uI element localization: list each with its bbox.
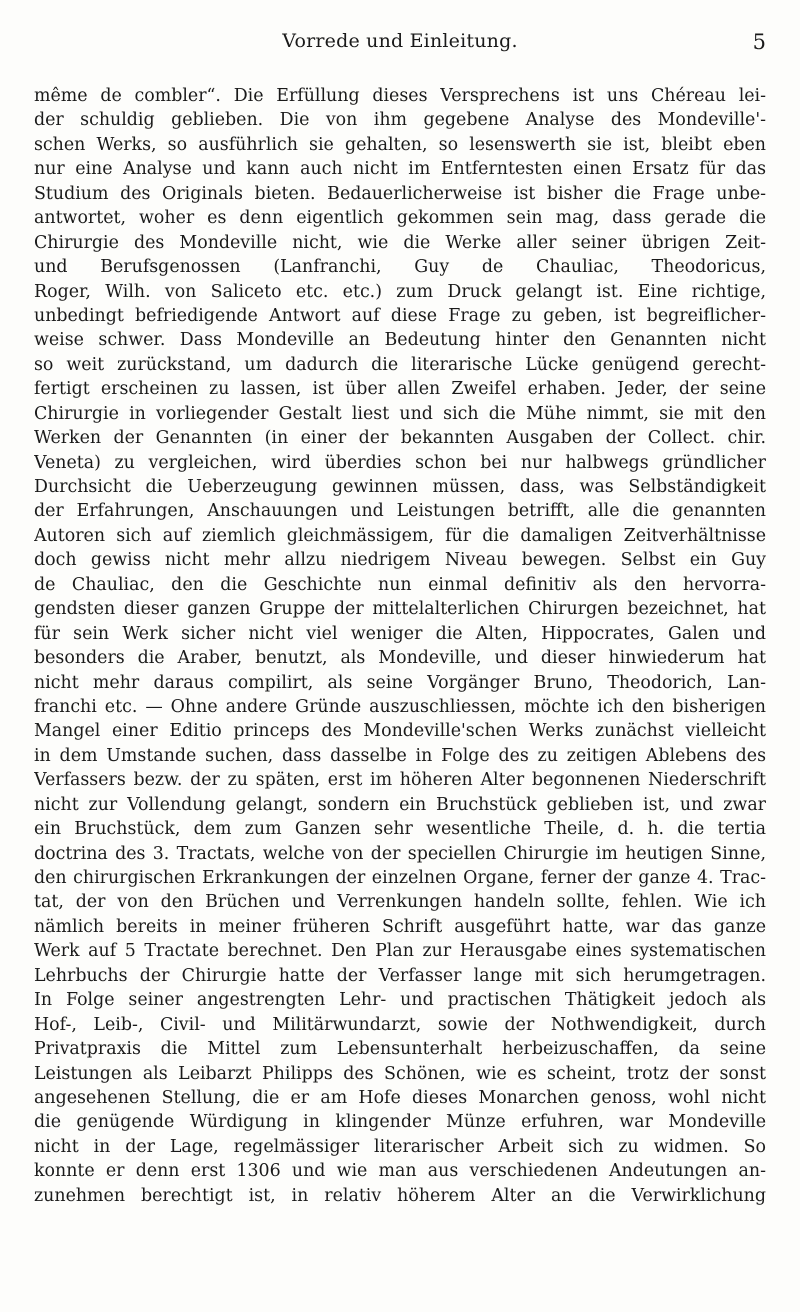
text-line: Privatpraxis die Mittel zum Lebensunterhalt herbeizuschaffen, da seine — [34, 1039, 766, 1060]
text-line: gendsten dieser ganzen Gruppe der mittelalterlichen Chirurgen bezeichnet, hat — [34, 599, 766, 620]
text-line: Durchsicht die Ueberzeugung gewinnen müssen, dass, was Selbständigkeit — [34, 477, 766, 497]
text-line: konnte er denn erst 1306 und wie man aus verschiedenen Andeutungen an- — [34, 1161, 766, 1182]
text-line: ein Bruchstück, dem zum Ganzen sehr wesentliche Theile, d. h. die tertia — [34, 819, 766, 840]
text-line: nicht mehr daraus compilirt, als seine Vorgänger Bruno, Theodorich, Lan- — [34, 672, 766, 693]
text-line: für sein Werk sicher nicht viel weniger die Alten, Hippocrates, Galen und — [34, 623, 766, 644]
text-line: doctrina des 3. Tractats, welche von der speciellen Chirurgie im heutigen Sinne, — [34, 843, 766, 864]
text-line: nämlich bereits in meiner früheren Schrift ausgeführt hatte, war das ganze — [34, 916, 766, 937]
text-line: Veneta) zu vergleichen, wird überdies schon bei nur halbwegs gründlicher — [34, 452, 766, 473]
text-line: zunehmen berechtigt ist, in relativ höherem Alter an die Verwirklichung — [34, 1185, 766, 1206]
text-line: Verfassers bezw. der zu späten, erst im höheren Alter begonnenen Niederschrift — [34, 770, 766, 791]
text-line: besonders die Araber, benutzt, als Mondeville, und dieser hinwiederum hat — [34, 648, 766, 669]
text-line: Chirurgie des Mondeville nicht, wie die Werke aller seiner übrigen Zeit- — [34, 232, 766, 253]
text-line: Studium des Originals bieten. Bedauerlicherweise ist bisher die Frage unbe- — [34, 183, 766, 204]
text-line: den chirurgischen Erkrankungen der einzelnen Organe, ferner der ganze 4. Trac- — [34, 868, 766, 888]
text-line: unbedingt befriedigende Antwort auf diese Frage zu geben, ist begreiflicher- — [34, 305, 766, 326]
text-line: und Berufsgenossen (Lanfranchi, Guy de Chauliac, Theodoricus, — [34, 257, 766, 278]
text-line: Mangel einer Editio princeps des Mondeville'schen Werks zunächst vielleicht — [34, 721, 766, 742]
text-line: die genügende Würdigung in klingender Münze erfuhren, war Mondeville — [34, 1112, 766, 1133]
text-line: nicht in der Lage, regelmässiger literarischer Arbeit sich zu widmen. So — [34, 1136, 766, 1157]
body-text — [34, 84, 766, 1208]
text-line: so weit zurückstand, um dadurch die literarische Lücke genügend gerecht- — [34, 354, 766, 375]
text-line: angesehenen Stellung, die er am Hofe dieses Monarchen genoss, wohl nicht — [34, 1087, 766, 1108]
text-line: nur eine Analyse und kann auch nicht im Entferntesten einen Ersatz für das — [34, 159, 766, 180]
text-line: der Erfahrungen, Anschauungen und Leistungen betrifft, alle die genannten — [34, 501, 766, 522]
text-line: nicht zur Vollendung gelangt, sondern ein Bruchstück geblieben ist, und zwar — [34, 794, 766, 815]
text-line: Autoren sich auf ziemlich gleichmässigem, für die damaligen Zeitverhältnisse — [34, 525, 766, 546]
text-line: franchi etc. — Ohne andere Gründe auszuschliessen, möchte ich den bisherigen — [34, 696, 766, 717]
text-line: schen Werks, so ausführlich sie gehalten, so lesenswerth sie ist, bleibt eben — [34, 134, 766, 155]
text-line: fertigt erscheinen zu lassen, ist über allen Zweifel erhaben. Jeder, der seine — [34, 379, 766, 400]
text-line: Roger, Wilh. von Saliceto etc. etc.) zum Druck gelangt ist. Eine richtige, — [34, 281, 766, 302]
text-line: antwortet, woher es denn eigentlich gekommen sein mag, dass gerade die — [34, 208, 766, 229]
text-line: de Chauliac, den die Geschichte nun einmal definitiv als den hervorra- — [34, 574, 766, 595]
text-line: Werk auf 5 Tractate berechnet. Den Plan zur Herausgabe eines systematischen — [34, 941, 766, 962]
page-number: 5 — [752, 30, 766, 54]
text-line: In Folge seiner angestrengten Lehr- und practischen Thätigkeit jedoch als — [34, 990, 766, 1011]
running-title: Vorrede und Einleitung. — [282, 30, 518, 52]
text-line: Chirurgie in vorliegender Gestalt liest und sich die Mühe nimmt, sie mit den — [34, 403, 766, 424]
text-line: tat, der von den Brüchen und Verrenkungen handeln sollte, fehlen. Wie ich — [34, 892, 766, 913]
text-line: Werken der Genannten (in einer der bekannten Ausgaben der Collect. chir. — [34, 428, 766, 449]
text-line: Leistungen als Leibarzt Philipps des Schönen, wie es scheint, trotz der sonst — [34, 1063, 766, 1084]
text-line: der schuldig geblieben. Die von ihm gegebene Analyse des Mondeville'- — [34, 110, 766, 131]
text-line: même de combler“. Die Erfüllung dieses Versprechens ist uns Chéreau lei- — [34, 86, 766, 106]
running-header — [34, 30, 766, 60]
text-line: weise schwer. Dass Mondeville an Bedeutung hinter den Genannten nicht — [34, 330, 766, 351]
text-line: doch gewiss nicht mehr allzu niedrigem Niveau bewegen. Selbst ein Guy — [34, 550, 766, 571]
text-line: Lehrbuchs der Chirurgie hatte der Verfasser lange mit sich herumgetragen. — [34, 965, 766, 986]
text-line: in dem Umstande suchen, dass dasselbe in Folge des zu zeitigen Ablebens des — [34, 745, 766, 766]
text-line: Hof-, Leib-, Civil- und Militärwundarzt, sowie der Nothwendigkeit, durch — [34, 1014, 766, 1035]
